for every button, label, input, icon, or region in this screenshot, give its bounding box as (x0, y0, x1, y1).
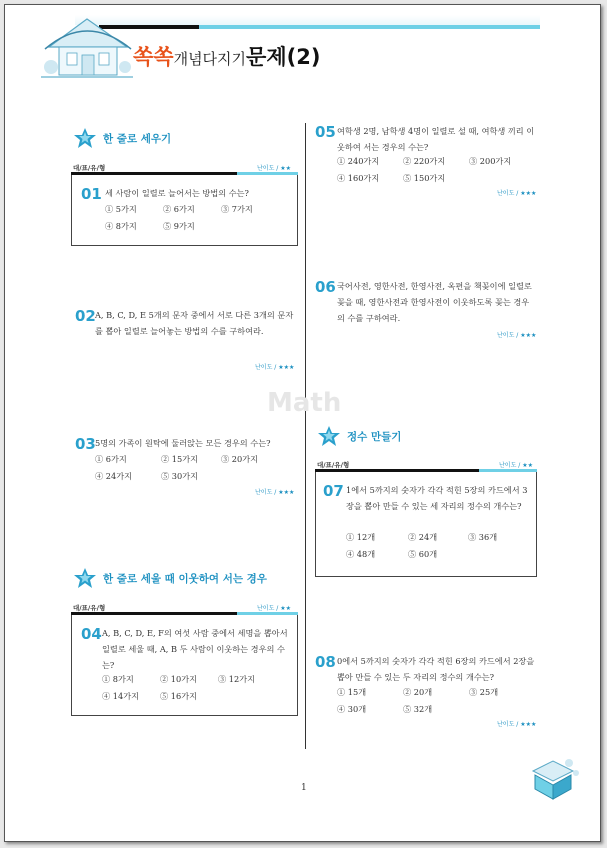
option[interactable]: ① 12개 (346, 532, 376, 542)
option[interactable]: ② 220가지 (403, 156, 446, 166)
question-number: 05 (315, 123, 336, 141)
option[interactable]: ④ 48개 (346, 549, 376, 559)
document-page (4, 4, 601, 842)
option[interactable]: ⑤ 9가지 (163, 221, 195, 231)
option[interactable]: ⑤ 30가지 (161, 471, 199, 481)
option[interactable]: ⑤ 16가지 (160, 691, 198, 701)
option[interactable]: ③ 20가지 (221, 454, 259, 464)
title-part-b: 개념다지기 (173, 50, 247, 68)
option[interactable]: ④ 160가지 (337, 173, 380, 183)
option[interactable]: ④ 30개 (337, 704, 367, 714)
option[interactable]: ① 240가지 (337, 156, 380, 166)
difficulty: 난이도 / ★★★ (497, 721, 537, 728)
question-number: 07 (323, 482, 344, 500)
page-number: 1 (301, 783, 307, 793)
option[interactable]: ② 10가지 (160, 674, 198, 684)
option[interactable]: ③ 36개 (468, 532, 498, 542)
difficulty: 난이도 / ★★ (257, 165, 291, 172)
options-04 (102, 671, 292, 705)
option[interactable]: ③ 12가지 (218, 674, 256, 684)
option[interactable]: ③ 7가지 (221, 204, 253, 214)
star-icon (73, 127, 97, 149)
option[interactable]: ① 6가지 (95, 454, 127, 464)
book-illustration (529, 755, 581, 805)
question-text: 1에서 5까지의 숫자가 각각 적힌 5장의 카드에서 3장을 뽑아 만들 수 있는 세 자리의 정수의 개수는? (346, 485, 528, 511)
difficulty: 난이도 / ★★ (499, 462, 533, 469)
options-03 (95, 451, 295, 485)
difficulty: 난이도 / ★★★ (255, 489, 295, 496)
question-number: 08 (315, 653, 336, 671)
question-text: A, B, C, D, E, F의 여섯 사람 중에서 세명을 뽑아서 일렬로 세울 때, A, B 두 사람이 이웃하는 경우의 수는? (102, 628, 288, 670)
option[interactable]: ③ 25개 (469, 687, 499, 697)
question-text: A, B, C, D, E 5개의 문자 중에서 서로 다른 3개의 문자를 뽑아 일렬로 늘어놓는 방법의 수를 구하여라. (95, 310, 294, 336)
header-fade (75, 15, 540, 25)
star-icon (73, 567, 97, 589)
question-number: 01 (81, 185, 102, 203)
section-title: 한 줄로 세울 때 이웃하여 서는 경우 (103, 572, 267, 585)
option[interactable]: ④ 24가지 (95, 471, 133, 481)
option[interactable]: ④ 14가지 (102, 691, 140, 701)
difficulty: 난이도 / ★★ (257, 605, 291, 612)
type-label: 대/표/유/형 (317, 461, 350, 469)
option[interactable]: ④ 8가지 (105, 221, 137, 231)
type-label: 대/표/유/형 (73, 164, 106, 172)
section-heading-integers (317, 425, 401, 447)
title-part-c: 문제(2) (246, 45, 321, 69)
question-number: 02 (75, 307, 96, 325)
section-heading-line (73, 127, 171, 149)
difficulty: 난이도 / ★★★ (497, 190, 537, 197)
option[interactable]: ② 15가지 (161, 454, 199, 464)
option[interactable]: ⑤ 150가지 (403, 173, 446, 183)
question-number: 04 (81, 625, 102, 643)
section-title: 한 줄로 세우기 (103, 132, 172, 145)
option[interactable]: ② 6가지 (163, 204, 195, 214)
option[interactable]: ⑤ 60개 (408, 549, 438, 559)
question-text: 5명의 가족이 원탁에 둘러앉는 모든 경우의 수는? (95, 438, 271, 448)
option[interactable]: ⑤ 32개 (403, 704, 433, 714)
options-08 (337, 684, 537, 718)
options-07 (346, 529, 530, 563)
question-text: 세 사람이 일렬로 늘어서는 방법의 수는? (105, 188, 249, 198)
title-part-a: 쏙쏙 (133, 45, 174, 69)
column-divider (305, 123, 306, 749)
question-number: 03 (75, 435, 96, 453)
question-text: 국어사전, 영한사전, 한영사전, 옥편을 책꽂이에 일렬로 꽂을 때, 영한사전과 한영사전이 이웃하도록 꽂는 경우의 수를 구하여라. (337, 281, 532, 323)
page-title (133, 41, 320, 71)
section-title: 정수 만들기 (347, 430, 402, 443)
option[interactable]: ① 15개 (337, 687, 367, 697)
question-text: 0에서 5까지의 숫자가 각각 적힌 6장의 카드에서 2장을 뽑아 만들 수 있는 두 자리의 정수의 개수는? (337, 656, 535, 682)
difficulty: 난이도 / ★★★ (255, 364, 295, 371)
option[interactable]: ① 5가지 (105, 204, 137, 214)
watermark: Math (267, 388, 342, 418)
section-heading-neighbors (73, 567, 267, 589)
question-text: 여학생 2명, 남학생 4명이 일렬로 설 때, 여학생 끼리 이웃하여 서는 경우의 수는? (337, 126, 535, 152)
options-05 (337, 153, 537, 187)
option[interactable]: ② 20개 (403, 687, 433, 697)
option[interactable]: ① 8가지 (102, 674, 134, 684)
question-number: 06 (315, 278, 336, 296)
options-01 (105, 201, 290, 235)
difficulty: 난이도 / ★★★ (497, 332, 537, 339)
house-illustration (41, 11, 133, 81)
option[interactable]: ② 24개 (408, 532, 438, 542)
option[interactable]: ③ 200가지 (469, 156, 512, 166)
type-label: 대/표/유/형 (73, 604, 106, 612)
header-bar-cyan (199, 25, 540, 29)
star-icon (317, 425, 341, 447)
